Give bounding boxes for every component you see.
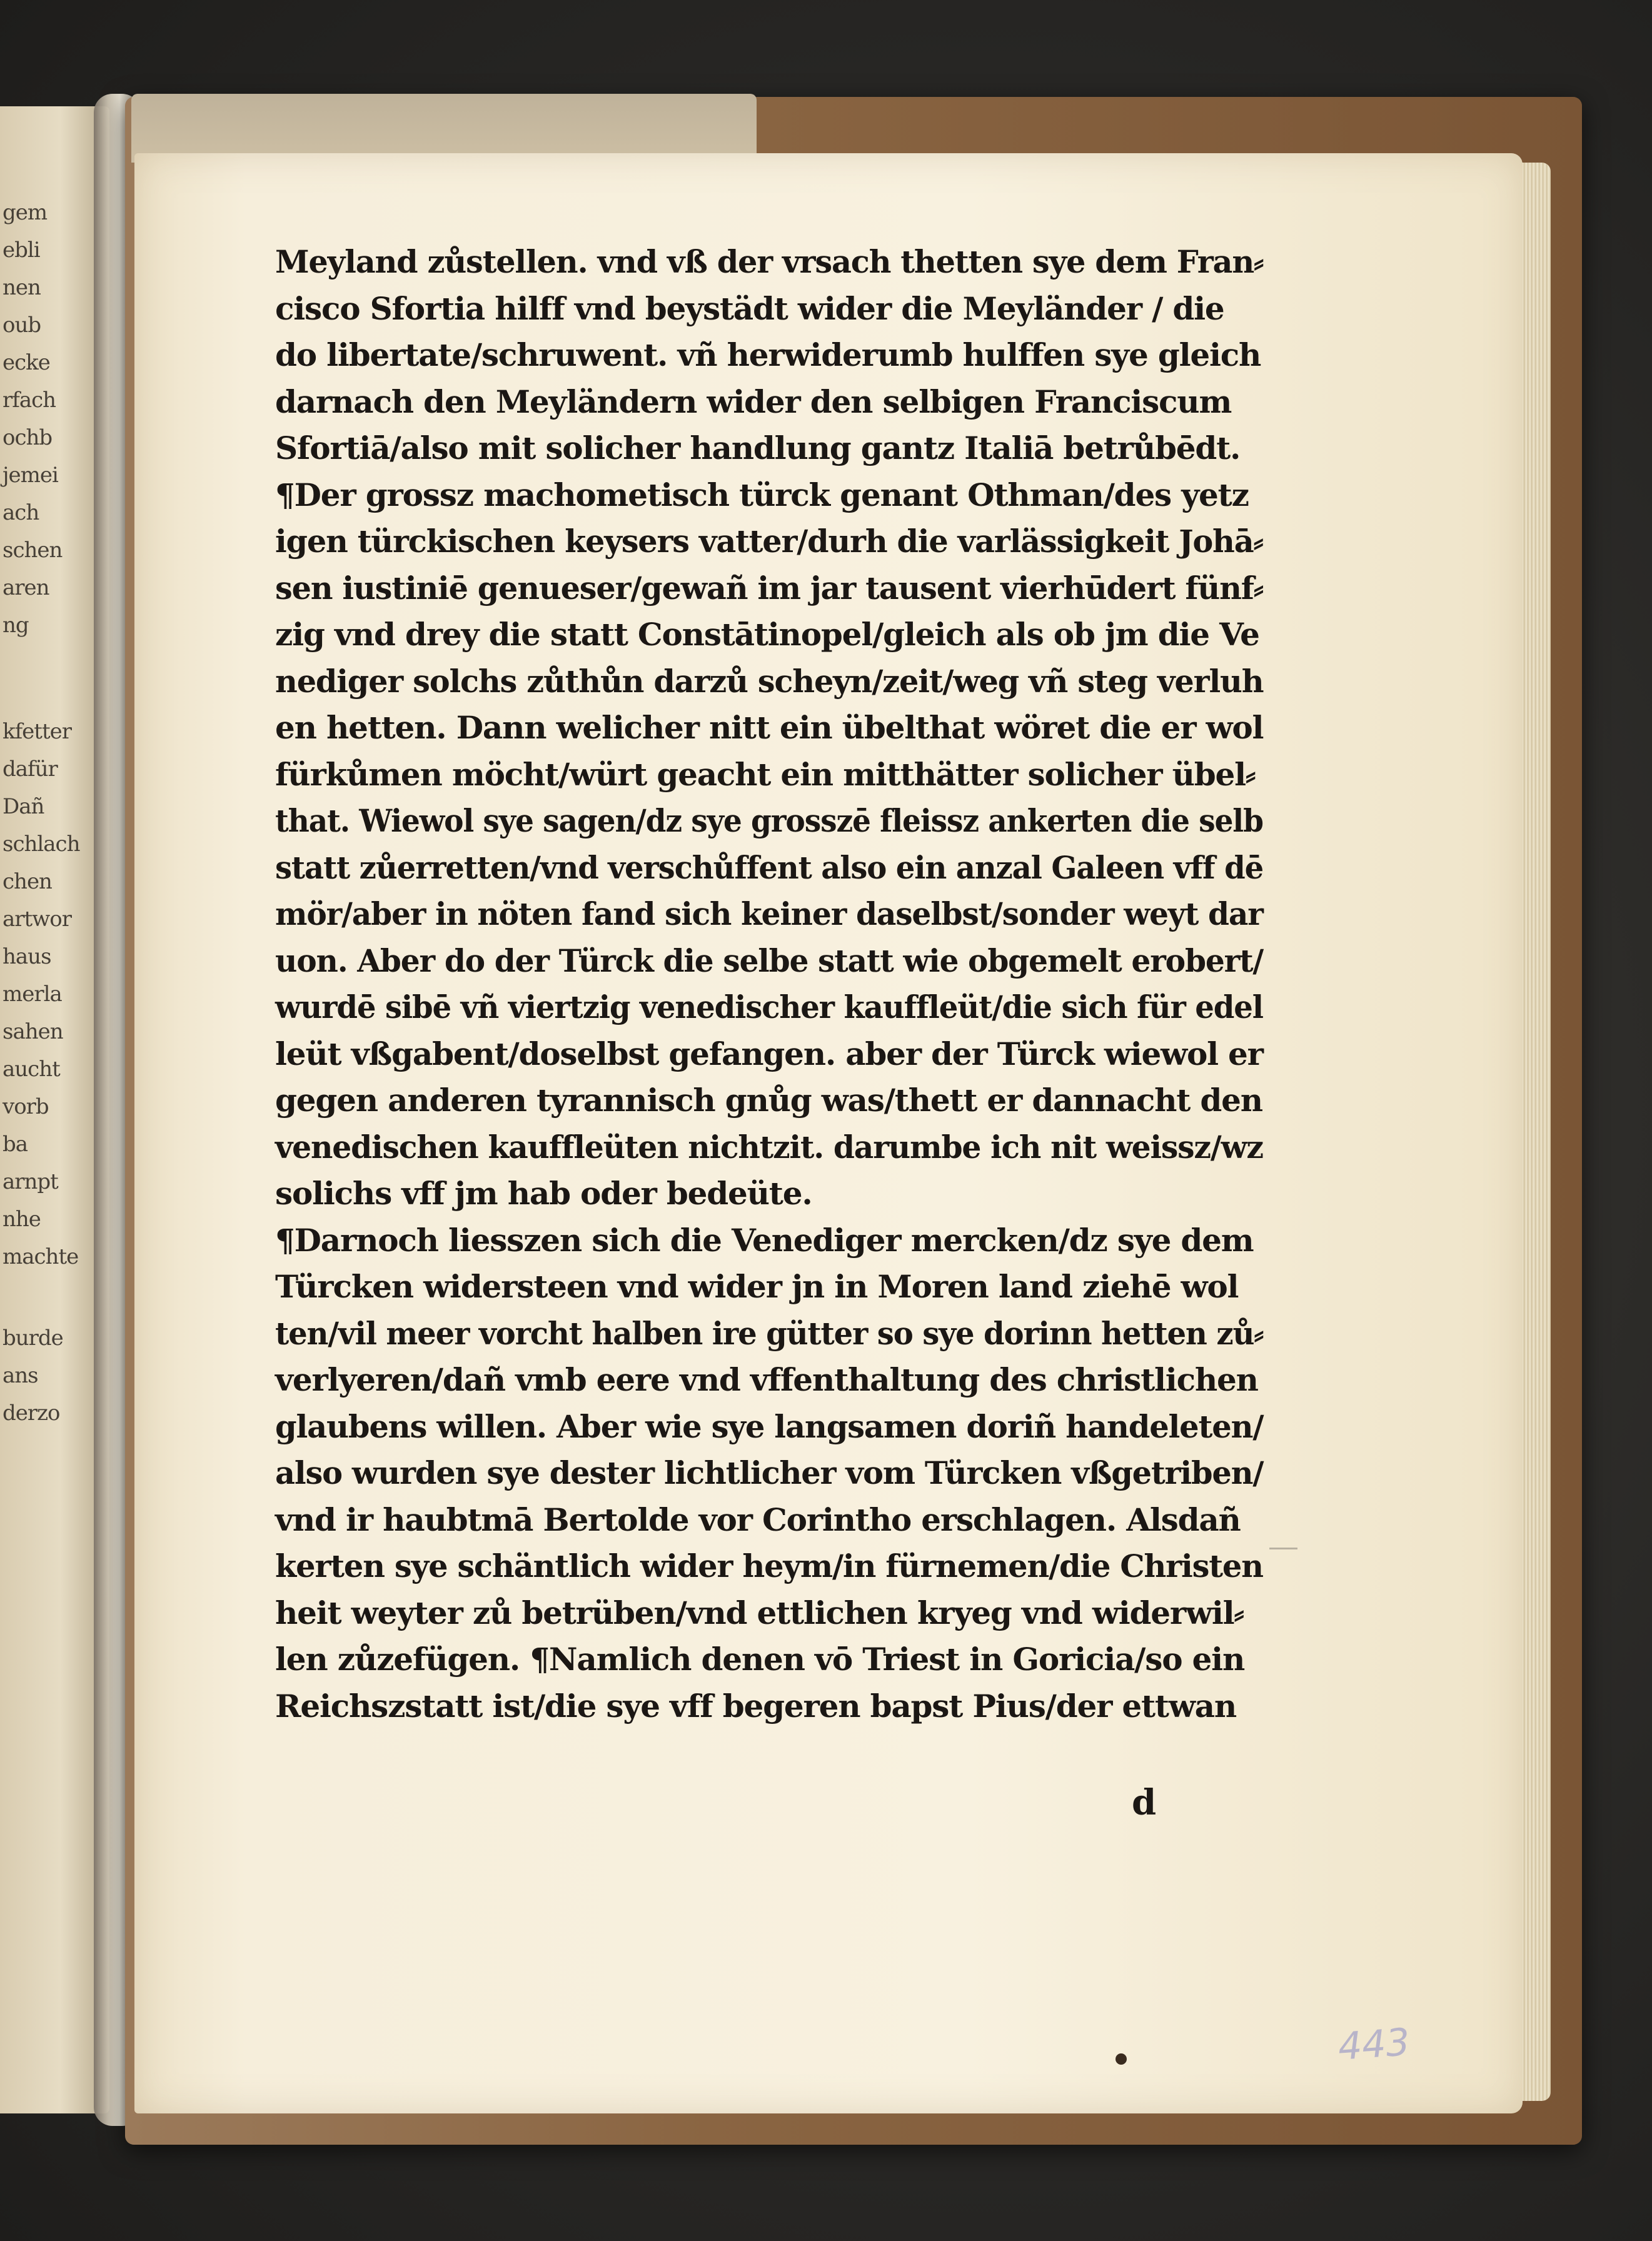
left-page-fragment: gem <box>3 200 48 225</box>
left-page-fragment: oub <box>3 313 41 338</box>
text-line: darnach den Meyländern wider den selbigen Franciscum <box>275 383 1232 420</box>
left-facing-page <box>0 106 109 2113</box>
left-page-fragment: rfach <box>3 388 56 413</box>
text-line: that. Wiewol sye sagen/dz sye grosszē fleissz ankerten die selb <box>275 802 1263 839</box>
left-page-fragment: kfetter <box>3 719 72 744</box>
folio-number: 443 <box>1336 2020 1411 2069</box>
cover-edge <box>131 94 757 163</box>
text-line: gegen anderen tyrannisch gnůg was/thett er dannacht den <box>275 1082 1262 1119</box>
text-line: Sfortiā/also mit solicher handlung gantz Italiā betrůbēdt. <box>275 430 1241 466</box>
left-page-fragment: ebli <box>3 238 40 263</box>
text-line: sen iustiniē genueser/gewañ im jar tausent vierhūdert fünf⸗ <box>275 569 1264 607</box>
text-line: uon. Aber do der Türck die selbe statt wie obgemelt erobert/ <box>275 942 1264 979</box>
left-page-fragment: aren <box>3 575 49 600</box>
left-page-fragment: burde <box>3 1326 63 1351</box>
left-page-fragment: ecke <box>3 350 50 375</box>
text-line: fürkůmen möcht/würt geacht ein mitthätter solicher übel⸗ <box>275 755 1256 793</box>
text-line: do libertate/schruwent. vñ herwiderumb hulffen sye gleich <box>275 336 1261 373</box>
text-line: ¶Darnoch liesszen sich die Venediger mercken/dz sye dem <box>275 1221 1254 1259</box>
left-page-fragment: ng <box>3 613 29 638</box>
left-page-fragment: machte <box>3 1244 79 1269</box>
text-line: statt zůerretten/vnd verschůffent also ein anzal Galeen vff dē <box>275 849 1264 886</box>
signature-mark: d <box>1132 1782 1157 1823</box>
ink-dot <box>1116 2053 1127 2065</box>
left-page-fragment: sahen <box>3 1019 63 1044</box>
text-line: en hetten. Dann welicher nitt ein übelthat wöret die er wol <box>275 709 1264 746</box>
left-page-fragment: haus <box>3 944 51 969</box>
margin-tick <box>1269 1548 1297 1549</box>
left-page-fragment: dafür <box>3 757 58 782</box>
text-line: Meyland zůstellen. vnd vß der vrsach thetten sye dem Fran⸗ <box>275 243 1264 280</box>
page-text-block <box>275 239 1263 1730</box>
text-line: Türcken widersteen vnd wider jn in Moren land ziehē wol <box>275 1268 1239 1305</box>
left-page-fragment: ans <box>3 1363 38 1388</box>
text-line: also wurden sye dester lichtlicher vom Türcken vßgetriben/ <box>275 1454 1264 1491</box>
text-line: verlyeren/dañ vmb eere vnd vffenthaltung des christlichen <box>275 1361 1258 1398</box>
text-line: kerten sye schäntlich wider heym/in fürnemen/die Christen <box>275 1548 1263 1584</box>
left-page-fragment: schlach <box>3 832 80 857</box>
text-line: cisco Sfortia hilff vnd beystädt wider die Meyländer / die <box>275 290 1224 327</box>
text-line: wurdē sibē vñ viertzig venedischer kauffleüt/die sich für edel <box>275 989 1263 1025</box>
text-line: leüt vßgabent/doselbst gefangen. aber der Türck wiewol er <box>275 1035 1263 1072</box>
text-line: mör/aber in nöten fand sich keiner daselbst/sonder weyt dar <box>275 895 1263 932</box>
text-line: solichs vff jm hab oder bedeüte. <box>275 1175 812 1212</box>
left-page-fragment: nhe <box>3 1207 41 1232</box>
left-page-fragment: merla <box>3 982 62 1007</box>
text-line: glaubens willen. Aber wie sye langsamen doriñ handeleten/ <box>275 1408 1264 1445</box>
left-page-fragment: arnpt <box>3 1169 58 1194</box>
left-page-fragment: ba <box>3 1132 28 1157</box>
left-page-fragment: artwor <box>3 907 72 932</box>
left-page-fragment: vorb <box>3 1094 49 1119</box>
left-page-fragment: derzo <box>3 1401 60 1426</box>
left-page-fragment: ochb <box>3 425 53 450</box>
left-page-fragment: chen <box>3 869 52 894</box>
text-line: ten/vil meer vorcht halben ire gütter so sye dorinn hetten zů⸗ <box>275 1314 1264 1352</box>
text-line: Reichszstatt ist/die sye vff begeren bapst Pius/der ettwan <box>275 1687 1237 1725</box>
left-page-fragment: jemei <box>3 463 58 488</box>
left-page-fragment: schen <box>3 538 63 563</box>
left-page-fragment: ach <box>3 500 39 525</box>
text-line: len zůzefügen. ¶Namlich denen vō Triest in Goricia/so ein <box>275 1641 1245 1678</box>
text-line: venedischen kauffleüten nichtzit. darumbe ich nit weissz/wz <box>275 1128 1263 1166</box>
text-line: nediger solchs zůthůn darzů scheyn/zeit/weg vñ steg verluh <box>275 662 1264 700</box>
left-page-fragment: Dañ <box>3 794 44 819</box>
left-page-fragment: nen <box>3 275 41 300</box>
text-line: heit weyter zů betrüben/vnd ettlichen kryeg vnd widerwil⸗ <box>275 1594 1244 1631</box>
text-line: ¶Der grossz machometisch türck genant Othman/des yetz <box>275 476 1249 513</box>
text-line: vnd ir haubtmā Bertolde vor Corintho erschlagen. Alsdañ <box>275 1501 1241 1538</box>
left-page-fragment: aucht <box>3 1057 60 1082</box>
text-line: zig vnd drey die statt Constātinopel/gleich als ob jm die Ve <box>275 616 1259 653</box>
text-line: igen türckischen keysers vatter/durh die varlässigkeit Johā⸗ <box>275 523 1263 560</box>
